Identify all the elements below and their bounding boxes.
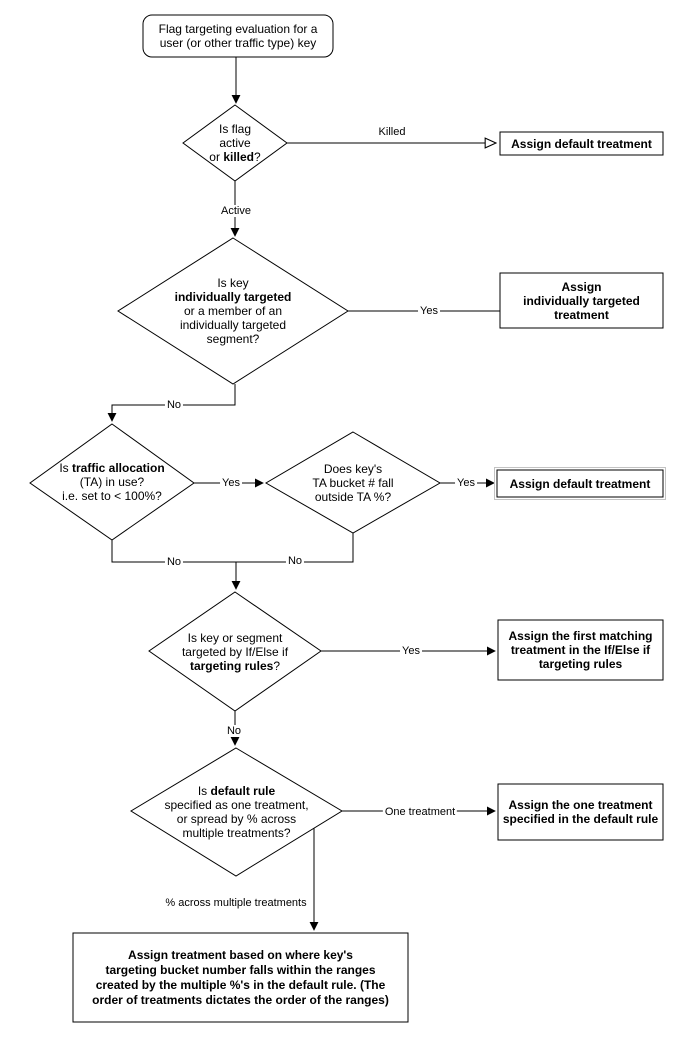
decision-default-rule-label: Is default rule specified as one treatment, or spread by % across multiple treatments? xyxy=(164,784,309,840)
edge-label-percent-across: % across multiple treatments xyxy=(165,897,307,909)
decision-individually-targeted-label: Is key individually targeted or a member of an individually targeted segment? xyxy=(174,276,292,346)
start-node-label: Flag targeting evaluation for a user (or other traffic type) key xyxy=(158,22,318,50)
decision-default-rule-spread xyxy=(131,748,342,876)
assign-individually-targeted-label: Assign individually targeted treatment xyxy=(523,279,640,322)
edge-label-no-individual: No xyxy=(166,399,182,411)
edge-label-yes-outside-ta: Yes xyxy=(457,477,475,489)
terminal-assign-one-treatment xyxy=(498,784,663,840)
assign-by-ranges-label: Assign treatment based on where key's targeting bucket number falls within the ranges created by the multiple %'s in the default rule. (The order of treatments dictates the order of the ranges) xyxy=(92,947,389,1007)
terminal-assign-default-treatment-2 xyxy=(497,470,663,497)
decision-individually-targeted xyxy=(118,238,348,384)
assign-first-matching-label: Assign the first matching treatment in the If/Else if targeting rules xyxy=(508,629,653,671)
decision-flag-active-or-killed xyxy=(183,105,287,181)
decision-targeting-rules-label: Is key or segment targeted by If/Else if targeting rules? xyxy=(181,630,289,673)
edge-label-no-ta: No xyxy=(166,556,182,568)
edge-label-one-treatment: One treatment xyxy=(384,806,456,818)
edge-label-active: Active xyxy=(221,205,251,217)
decision-flag-active-label: Is flag active or killed? xyxy=(209,122,261,164)
edge-label-no-rules: No xyxy=(226,725,242,737)
terminal-assign-default-treatment-1 xyxy=(500,132,663,155)
assign-default-treatment-1-label: Assign default treatment xyxy=(511,136,652,151)
edge-label-yes-individual: Yes xyxy=(420,305,438,317)
decision-traffic-allocation-in-use xyxy=(30,424,194,540)
decision-ta-bucket-outside xyxy=(266,432,440,533)
terminal-assign-by-ranges xyxy=(73,933,408,1022)
terminal-assign-individually-targeted xyxy=(500,273,663,328)
edge-label-no-outside-ta: No xyxy=(287,555,303,567)
edge-label-yes-rules: Yes xyxy=(402,645,420,657)
decision-targeting-rules xyxy=(149,592,321,711)
decision-ta-bucket-label: Does key's TA bucket # fall outside TA %? xyxy=(312,461,394,504)
edge-label-killed: Killed xyxy=(378,126,406,138)
terminal-assign-first-matching xyxy=(498,620,663,680)
decision-traffic-allocation-label: Is traffic allocation (TA) in use? i.e. set to < 100%? xyxy=(59,461,165,503)
assign-one-treatment-label: Assign the one treatment specified in the default rule xyxy=(502,798,659,826)
start-node xyxy=(143,15,333,57)
assign-default-treatment-2-label: Assign default treatment xyxy=(509,476,651,491)
edge-label-yes-ta: Yes xyxy=(222,477,240,489)
